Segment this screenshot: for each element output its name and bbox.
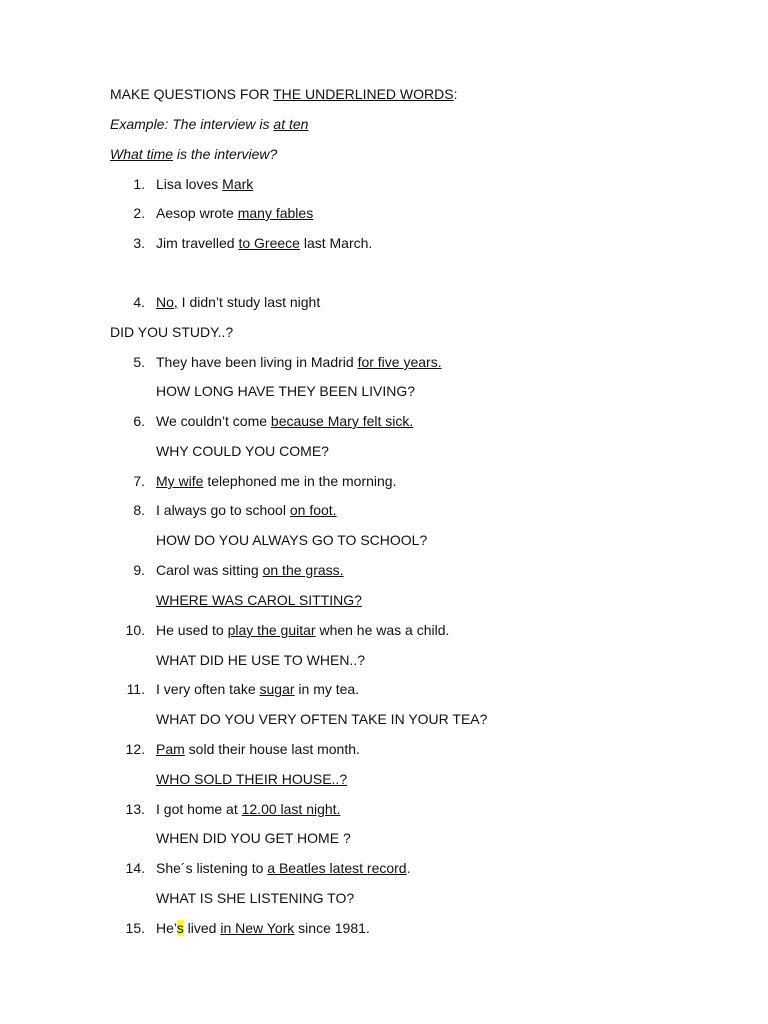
item-text: I always go to school: [156, 502, 290, 518]
heading-prefix: MAKE QUESTIONS FOR: [110, 86, 274, 102]
list-item: [156, 740, 360, 758]
item-number: 8.: [133, 502, 145, 518]
item-number: 6.: [133, 413, 145, 429]
item-number: 12.: [125, 741, 145, 757]
answer-line: HOW LONG HAVE THEY BEEN LIVING?: [156, 383, 416, 399]
item-text: He used to: [156, 622, 228, 638]
item-text: telephoned me in the morning.: [203, 473, 397, 489]
item-number: 10.: [125, 622, 145, 638]
item-text: in my tea.: [294, 681, 360, 697]
item-underlined: on foot.: [289, 502, 337, 518]
list-item: [156, 800, 340, 818]
answer-line: HOW DO YOU ALWAYS GO TO SCHOOL?: [156, 532, 428, 548]
item-underlined: No,: [156, 294, 178, 310]
list-item: [156, 919, 370, 937]
answer-line: WHEN DID YOU GET HOME ?: [156, 830, 351, 846]
item-text: We couldn’t come: [156, 413, 271, 429]
list-item: [156, 472, 396, 490]
item-underlined: because Mary felt sick.: [270, 413, 414, 429]
list-item: [156, 680, 359, 698]
item-number: 13.: [125, 801, 145, 817]
item-number: 9.: [133, 562, 145, 578]
item-text: sold their house last month.: [184, 741, 360, 757]
list-item: [156, 353, 442, 371]
item-text: Jim travelled: [156, 235, 239, 251]
item-text: I got home at: [156, 801, 242, 817]
item-underlined: sugar: [259, 681, 295, 697]
item-text: Aesop wrote: [156, 205, 238, 221]
item-text: Carol was sitting: [156, 562, 263, 578]
heading-underlined: THE UNDERLINED WORDS: [273, 86, 454, 102]
item-number: 3.: [133, 235, 145, 251]
item-underlined: play the guitar: [227, 622, 316, 638]
heading-suffix: :: [453, 86, 458, 102]
item-text: Lisa loves: [156, 176, 223, 192]
answer-line: WHAT DO YOU VERY OFTEN TAKE IN YOUR TEA?: [156, 711, 488, 727]
item-text: She´s listening to: [156, 860, 268, 876]
answer-line: WHO SOLD THEIR HOUSE..?: [156, 771, 348, 787]
item-underlined: in New York: [220, 920, 295, 936]
item-number: 14.: [125, 860, 145, 876]
list-item: [156, 293, 320, 311]
list-item: [156, 501, 337, 519]
item-number: 11.: [126, 681, 145, 697]
item-underlined: 12.00 last night.: [241, 801, 341, 817]
example-underlined: at ten: [273, 116, 309, 132]
example-answer-underlined: What time: [110, 146, 174, 162]
item-underlined: for five years.: [357, 354, 442, 370]
item-underlined: to Greece: [238, 235, 300, 251]
list-item: [156, 204, 313, 222]
item-text: since 1981.: [294, 920, 370, 936]
example-line-2: [110, 145, 277, 163]
item-underlined: many fables: [237, 205, 314, 221]
item-underlined: on the grass.: [262, 562, 344, 578]
example-answer-text: is the interview?: [173, 146, 278, 162]
answer-line: WHERE WAS CAROL SITTING?: [156, 592, 362, 608]
item-number: 2.: [133, 205, 145, 221]
list-item: [156, 234, 372, 252]
item-underlined: My wife: [156, 473, 204, 489]
list-item: [156, 621, 449, 639]
item-text: .: [406, 860, 411, 876]
item-text: last March.: [299, 235, 373, 251]
item-text: lived: [183, 920, 221, 936]
list-item: [156, 412, 413, 430]
item-number: 7.: [133, 473, 145, 489]
highlighted-text: s: [176, 920, 184, 936]
list-item: [156, 175, 253, 193]
item-number: 1.: [133, 176, 145, 192]
list-item: [156, 561, 344, 579]
item-text: when he was a child.: [315, 622, 450, 638]
item-underlined: Mark: [222, 176, 254, 192]
list-item: [156, 859, 410, 877]
answer-line: WHAT DID HE USE TO WHEN..?: [156, 652, 365, 668]
answer-line: DID YOU STUDY..?: [110, 324, 234, 340]
item-text: I very often take: [156, 681, 260, 697]
item-text: He’: [156, 920, 177, 936]
worksheet-heading: [110, 85, 457, 103]
item-underlined: a Beatles latest record: [267, 860, 407, 876]
example-line-1: [110, 115, 308, 133]
item-underlined: Pam: [156, 741, 185, 757]
item-text: They have been living in Madrid: [156, 354, 358, 370]
item-number: 15.: [125, 920, 145, 936]
answer-line: WHAT IS SHE LISTENING TO?: [156, 890, 355, 906]
item-number: 4.: [133, 294, 145, 310]
example-text: Example: The interview is: [110, 116, 274, 132]
item-number: 5.: [133, 354, 145, 370]
answer-line: WHY COULD YOU COME?: [156, 443, 329, 459]
item-text: I didn’t study last night: [177, 294, 321, 310]
